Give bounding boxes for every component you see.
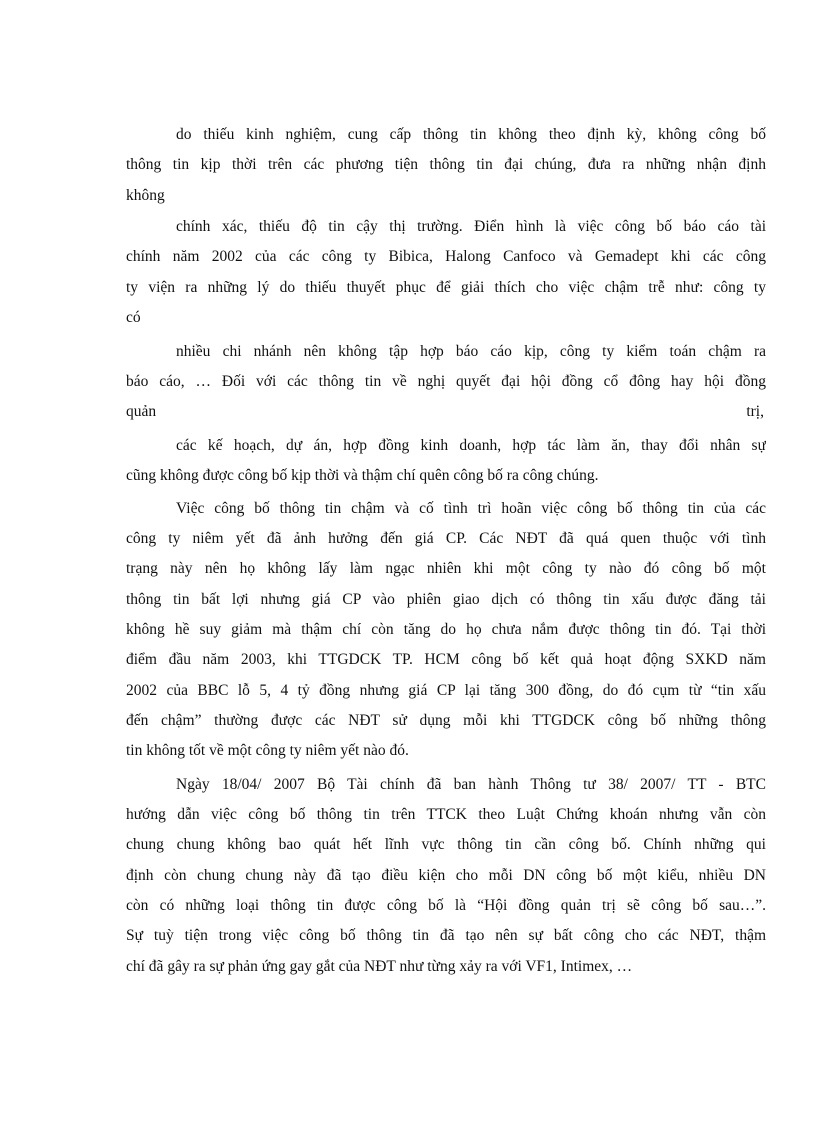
text-line: do thiếu kinh nghiệm, cung cấp thông tin không theo định kỳ, không công bố [176, 126, 766, 143]
text-line: thông tin kịp thời trên các phương tiện thông tin đại chúng, đưa ra những nhận định [126, 156, 766, 173]
text-line: trạng này nên họ không lấy làm ngạc nhiên khi một công ty nào đó công bố một [126, 560, 766, 577]
text-line: định còn chung chung này đã tạo điều kiện cho mỗi DN công bố một kiểu, nhiều DN [126, 867, 766, 884]
text-line: hướng dẫn việc công bố thông tin trên TTCK theo Luật Chứng khoán nhưng vẫn còn [126, 806, 766, 823]
text-line: nhiều chi nhánh nên không tập hợp báo cáo kịp, công ty kiểm toán chậm ra [176, 343, 766, 360]
text-line: ty viện ra những lý do thiếu thuyết phục để giải thích cho việc chậm trễ như: công ty [126, 279, 766, 296]
text-line: chí đã gây ra sự phản ứng gay gắt của NĐT như từng xảy ra với VF1, Intimex, … [126, 958, 633, 975]
text-line: chung chung không bao quát hết lĩnh vực thông tin cần công bố. Chính những qui [126, 836, 766, 853]
text-line: Ngày 18/04/ 2007 Bộ Tài chính đã ban hành Thông tư 38/ 2007/ TT - BTC [176, 776, 766, 793]
text-line: đến chậm” thường được các NĐT sử dụng mỗi khi TTGDCK công bố những thông [126, 712, 766, 729]
text-line: có [126, 309, 141, 326]
text-line: trị, [746, 403, 764, 420]
text-line: còn có những loại thông tin được công bố là “Hội đồng quản trị sẽ công bố sau…”. [126, 897, 766, 914]
text-line: các kế hoạch, dự án, hợp đồng kinh doanh, hợp tác làm ăn, thay đổi nhân sự [176, 437, 766, 454]
text-line: chính năm 2002 của các công ty Bibica, Halong Canfoco và Gemadept khi các công [126, 248, 766, 265]
text-line: không [126, 187, 165, 204]
text-line: công ty niêm yết đã ảnh hưởng đến giá CP. Các NĐT đã quá quen thuộc với tình [126, 530, 766, 547]
text-line: tin không tốt về một công ty niêm yết nào đó. [126, 742, 409, 759]
text-line: 2002 của BBC lỗ 5, 4 tỷ đồng nhưng giá CP lại tăng 300 đồng, do đó cụm từ “tin xấu [126, 682, 766, 699]
text-line: thông tin bất lợi nhưng giá CP vào phiên giao dịch có thông tin xấu được đăng tải [126, 591, 766, 608]
text-line: Việc công bố thông tin chậm và cố tình trì hoãn việc công bố thông tin của các [176, 500, 766, 517]
text-line: báo cáo, … Đối với các thông tin về nghị quyết đại hội đồng cổ đông hay hội đồng [126, 373, 766, 390]
text-line: chính xác, thiếu độ tin cậy thị trường. Điển hình là việc công bố báo cáo tài [176, 218, 766, 235]
text-line: không hề suy giảm mà thậm chí còn tăng do họ chưa nắm được thông tin đó. Tại thời [126, 621, 766, 638]
text-line: điểm đầu năm 2003, khi TTGDCK TP. HCM công bố kết quả hoạt động SXKD năm [126, 651, 766, 668]
text-line: quản [126, 403, 157, 420]
text-line: Sự tuỳ tiện trong việc công bố thông tin đã tạo nên sự bất công cho các NĐT, thậm [126, 927, 766, 944]
text-line: cũng không được công bố kịp thời và thậm chí quên công bố ra công chúng. [126, 467, 599, 484]
